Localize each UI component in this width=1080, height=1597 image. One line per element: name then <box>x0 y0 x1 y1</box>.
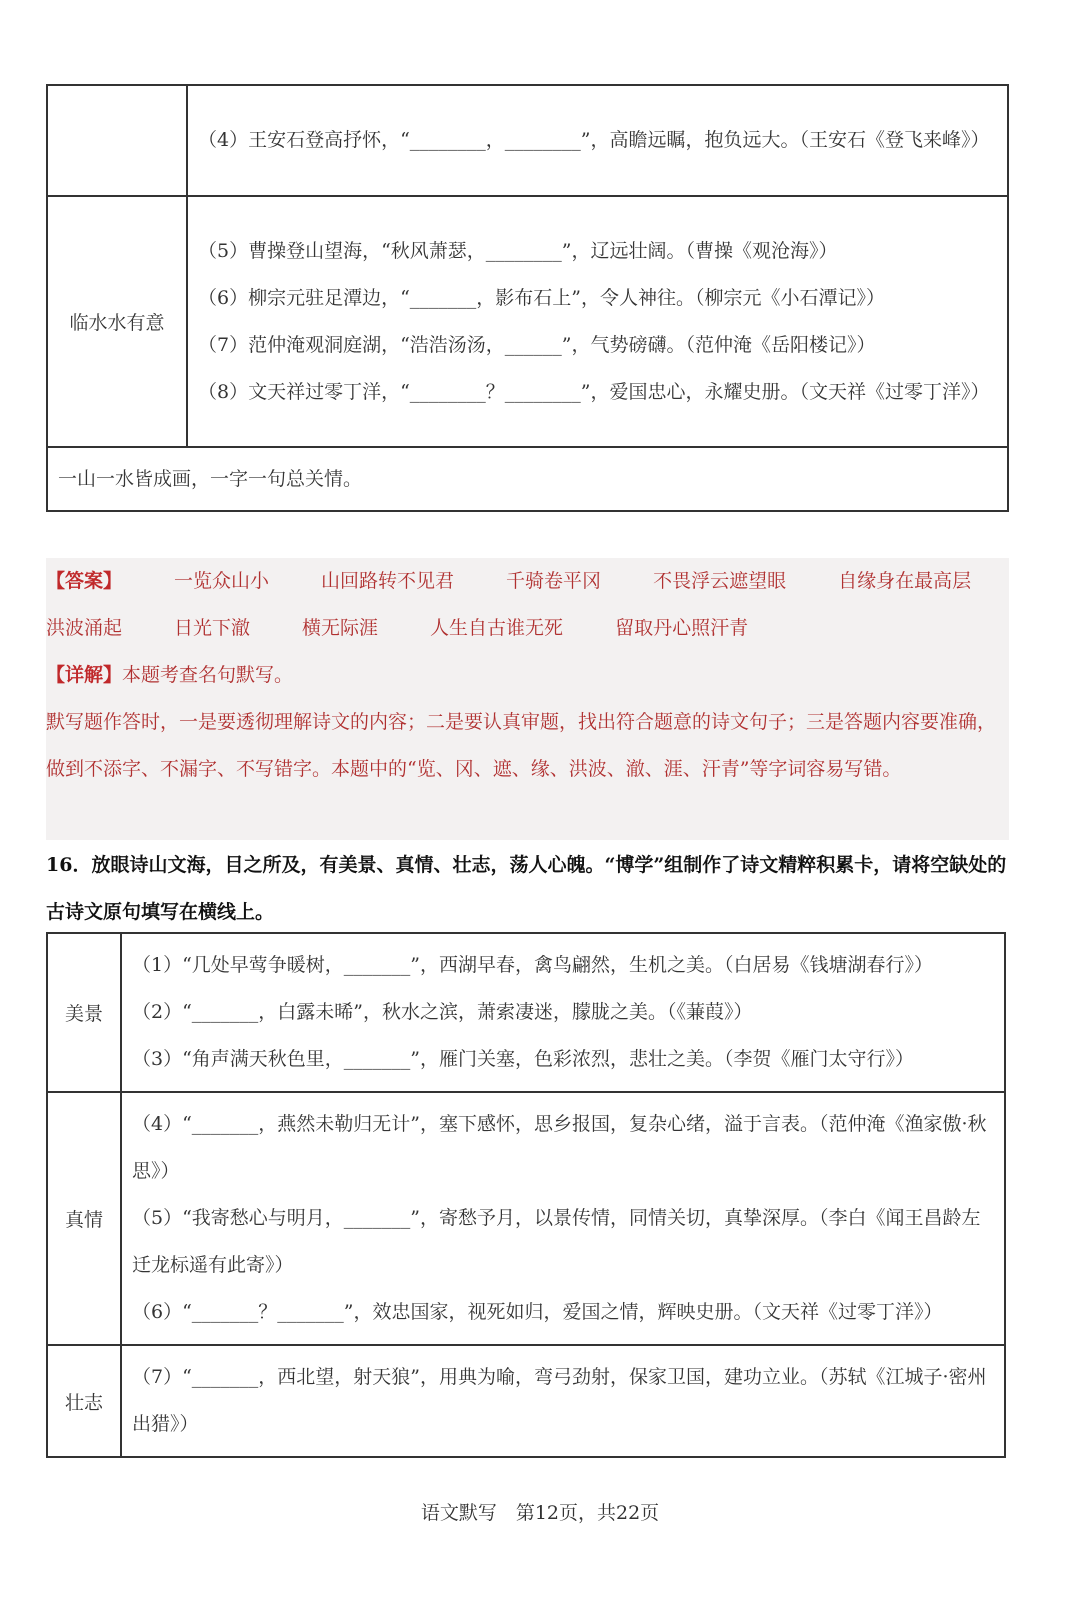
category-cell: 美景 <box>47 933 121 1092</box>
category-cell: 真情 <box>47 1092 121 1345</box>
answer-label: 【答案】 <box>46 570 123 592</box>
answer-item: 一览众山小 <box>174 570 270 592</box>
answer-item: 横无际涯 <box>302 617 379 639</box>
poem-table-2 <box>46 932 1006 1458</box>
summary-cell: 一山一水皆成画，一字一句总关情。 <box>47 447 1008 511</box>
item-line: （4）王安石登高抒怀，“________，________”，高瞻远瞩，抱负远大。（王安石《登飞来峰》） <box>198 129 990 151</box>
detail-line <box>46 652 1009 699</box>
category-cell: 临水水有意 <box>47 196 187 447</box>
answer-item: 洪波涌起 <box>46 617 123 639</box>
answer-item: 山回路转不见君 <box>321 570 455 592</box>
answer-item: 人生自古谁无死 <box>430 617 564 639</box>
table-row <box>47 196 1008 447</box>
category-cell: 壮志 <box>47 1345 121 1457</box>
table-row <box>47 1345 1005 1457</box>
table-row <box>47 1092 1005 1345</box>
item-line: （5）“我寄愁心与明月，_______”，寄愁予月，以景传情，同情关切，真挚深厚。（李白《闻王昌龄左迁龙标遥有此寄》） <box>132 1207 981 1276</box>
answer-item: 千骑卷平冈 <box>506 570 602 592</box>
detail-label: 【详解】 <box>46 664 123 686</box>
detail-intro: 本题考查名句默写。 <box>122 664 294 686</box>
table-row <box>47 447 1008 511</box>
item-line: （7）范仲淹观洞庭湖，“浩浩汤汤，______”，气势磅礴。（范仲淹《岳阳楼记》） <box>198 333 876 356</box>
items-cell <box>121 933 1005 1092</box>
item-line: （7）“_______，西北望，射天狼”，用典为喻，弯弓劲射，保家卫国，建功立业。（苏轼《江城子·密州出猎》） <box>132 1366 987 1435</box>
item-line: （2）“_______，白露未晞”，秋水之滨，萧索凄迷，朦胧之美。（《蒹葭》） <box>132 1001 753 1023</box>
table-row <box>47 933 1005 1092</box>
item-line: （4）“_______，燕然未勒归无计”，塞下感怀，思乡报国，复杂心绪，溢于言表。（范仲淹《渔家傲·秋思》） <box>132 1113 987 1182</box>
items-cell <box>121 1092 1005 1345</box>
answer-item: 不畏浮云遮望眼 <box>653 570 787 592</box>
question-16: 16．放眼诗山文海，目之所及，有美景、真情、壮志，荡人心魄。“博学”组制作了诗文精粹积累卡，请将空缺处的古诗文原句填写在横线上。 <box>46 854 1007 923</box>
answer-item: 自缘身在最高层 <box>838 570 972 592</box>
answer-block <box>46 558 1009 840</box>
item-line: （3）“角声满天秋色里，_______”，雁门关塞，色彩浓烈，悲壮之美。（李贺《雁门太守行》） <box>132 1048 915 1070</box>
detail-text: 默写题作答时，一是要透彻理解诗文的内容；二是要认真审题，找出符合题意的诗文句子；三是答题内容要准确，做到不添字、不漏字、不写错字。本题中的“览、冈、遮、缘、洪波、澈、涯、汗青”等字词容易写错。 <box>46 711 997 780</box>
answer-line <box>46 558 1009 652</box>
item-line: （5）曹操登山望海，“秋风萧瑟，________”，辽远壮阔。（曹操《观沧海》） <box>198 239 838 262</box>
items-cell <box>187 85 1008 196</box>
item-line: （6）柳宗元驻足潭边，“_______，影布石上”，令人神往。（柳宗元《小石潭记》） <box>198 286 886 309</box>
table-row <box>47 85 1008 196</box>
category-cell <box>47 85 187 196</box>
items-cell <box>187 196 1008 447</box>
item-line: （6）“_______？_______”，效忠国家，视死如归，爱国之情，辉映史册。（文天祥《过零丁洋》） <box>132 1301 943 1323</box>
poem-table-1 <box>46 84 1009 512</box>
answer-item: 日光下澈 <box>174 617 251 639</box>
item-line: （1）“几处早莺争暖树，_______”，西湖早春，禽鸟翩然，生机之美。（白居易《钱塘湖春行》） <box>132 954 934 976</box>
items-cell <box>121 1345 1005 1457</box>
answer-item: 留取丹心照汗青 <box>615 617 749 639</box>
page-footer: 语文默写 第12页，共22页 <box>420 1502 660 1524</box>
item-line: （8）文天祥过零丁洋，“________？________”，爱国忠心，永耀史册。（文天祥《过零丁洋》） <box>198 380 990 403</box>
